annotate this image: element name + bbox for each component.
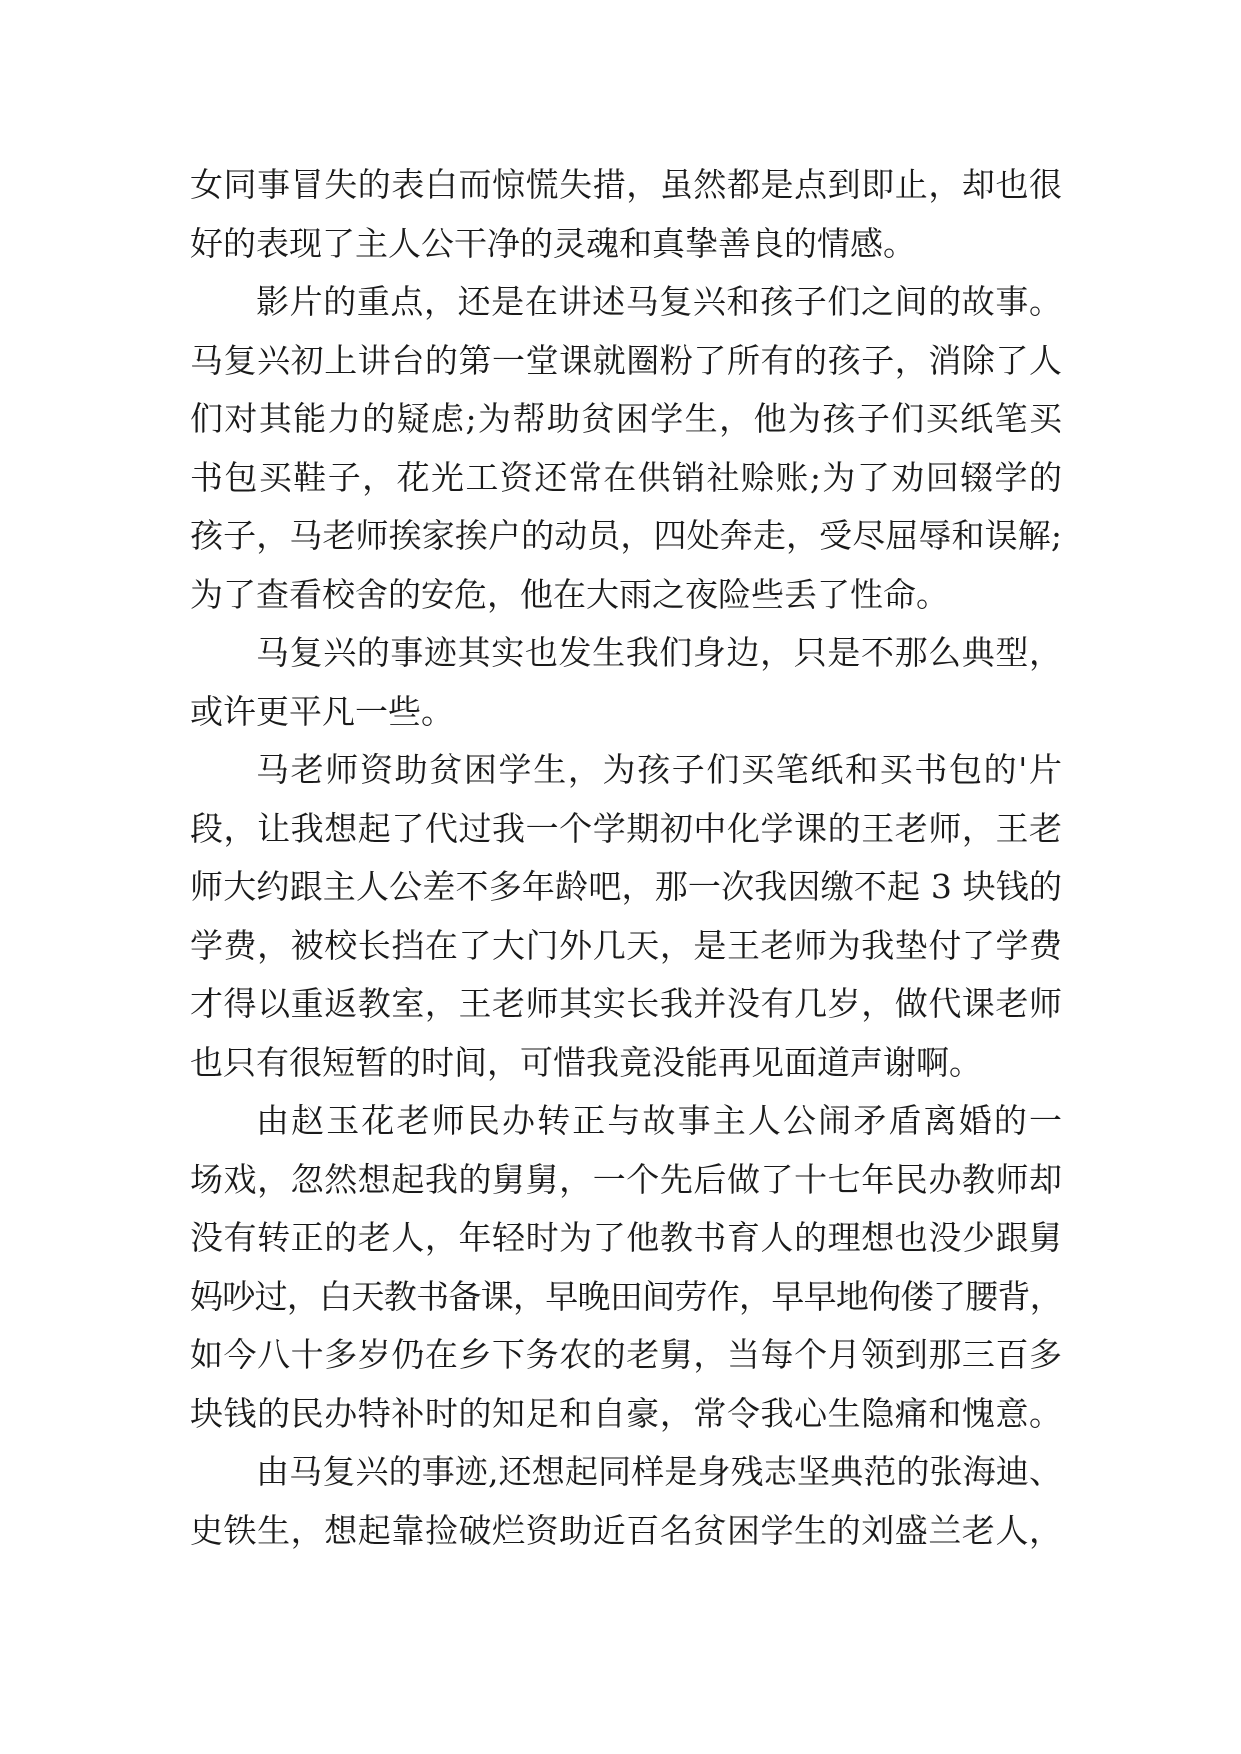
- text-line: 书包买鞋子，花光工资还常在供销社赊账;为了劝回辍学的: [190, 457, 1062, 497]
- text-line: 或许更平凡一些。: [190, 691, 454, 731]
- text-line: 才得以重返教室，王老师其实长我并没有几岁，做代课老师: [190, 984, 1062, 1023]
- text-line: 马复兴初上讲台的第一堂课就圈粉了所有的孩子，消除了人: [190, 340, 1062, 380]
- text-line: 场戏，忽然想起我的舅舅，一个先后做了十七年民办教师却: [190, 1159, 1062, 1199]
- paragraph-first-line: 影片的重点，还是在讲述马复兴和孩子们之间的故事。: [256, 282, 1062, 321]
- text-line: 学费，被校长挡在了大门外几天，是王老师为我垫付了学费: [190, 925, 1062, 965]
- text-line: 块钱的民办特补时的知足和自豪，常令我心生隐痛和愧意。: [190, 1393, 1062, 1433]
- text-line: 好的表现了主人公干净的灵魂和真挚善良的情感。: [190, 223, 916, 263]
- paragraph-first-line: 由马复兴的事迹,还想起同样是身残志坚典范的张海迪、: [256, 1452, 1062, 1491]
- text-line: 如今八十多岁仍在乡下务农的老舅，当每个月领到那三百多: [190, 1335, 1062, 1374]
- text-line: 史铁生，想起靠捡破烂资助近百名贫困学生的刘盛兰老人，: [190, 1510, 1062, 1550]
- paragraph-first-line: 马复兴的事迹其实也发生我们身边，只是不那么典型，: [256, 633, 1062, 672]
- text-line: 段，让我想起了代过我一个学期初中化学课的王老师，王老: [190, 808, 1062, 848]
- text-line: 师大约跟主人公差不多年龄吧，那一次我因缴不起 3 块钱的: [190, 867, 1062, 906]
- text-line: 孩子，马老师挨家挨户的动员，四处奔走，受尽屈辱和误解;: [190, 516, 1062, 555]
- paragraph-first-line: 由赵玉花老师民办转正与故事主人公闹矛盾离婚的一: [256, 1101, 1062, 1140]
- text-line: 女同事冒失的表白而惊慌失措，虽然都是点到即止，却也很: [190, 165, 1062, 204]
- text-line: 也只有很短暂的时间，可惜我竟没能再见面道声谢啊。: [190, 1042, 982, 1082]
- text-line: 没有转正的老人，年轻时为了他教书育人的理想也没少跟舅: [190, 1218, 1062, 1257]
- document-body: [190, 156, 1062, 1560]
- paragraph-first-line: 马老师资助贫困学生，为孩子们买笔纸和买书包的'片: [256, 750, 1062, 789]
- text-line: 妈吵过，白天教书备课，早晚田间劳作，早早地佝偻了腰背，: [190, 1276, 1063, 1316]
- text-line: 们对其能力的疑虑;为帮助贫困学生，他为孩子们买纸笔买: [190, 399, 1062, 438]
- text-line: 为了查看校舍的安危，他在大雨之夜险些丢了性命。: [190, 574, 949, 614]
